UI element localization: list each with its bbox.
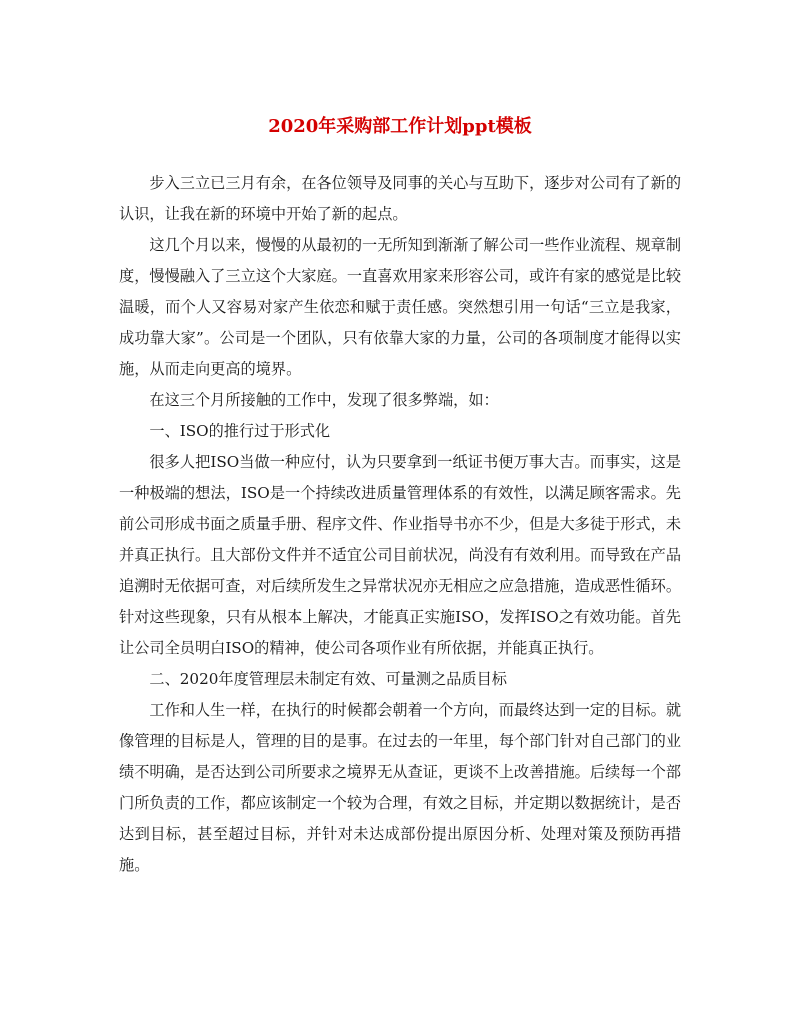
section-heading-quality-goals: 二、2020年度管理层未制定有效、可量测之品质目标 [149, 670, 507, 688]
paragraph-quality-goals: 工作和人生一样，在执行的时候都会朝着一个方向，而最终达到一定的目标。就像管理的目标是人，管理的目的是事。在过去的一年里，每个部门针对自己部门的业绩不明确，是否达到公司所要求之境界无从查证，更谈不上改善措施。后续每一个部门所负责的工作，都应该制定一个较为合理，有效之目标，并定期以数据统计，是否达到目标，甚至超过目标，并针对未达成部份提出原因分析、处理对策及预防再措施。 [119, 701, 681, 874]
section-heading-iso: 一、ISO的推行过于形式化 [149, 422, 331, 440]
document-body [119, 168, 681, 881]
document-title: 2020年采购部工作计划ppt模板 [268, 116, 532, 137]
paragraph-iso: 很多人把ISO当做一种应付，认为只要拿到一纸证书便万事大吉。而事实，这是一种极端的想法，ISO是一个持续改进质量管理体系的有效性，以满足顾客需求。先前公司形成书面之质量手册、程序文件、作业指导书亦不少，但是大多徒于形式，未并真正执行。且大部份文件并不适宜公司目前状况，尚没有有效利用。而导致在产品追溯时无依据可查，对后续所发生之异常状况亦无相应之应急措施，造成恶性循环。针对这些现象，只有从根本上解决，才能真正实施ISO，发挥ISO之有效功能。首先让公司全员明白ISO的精神，使公司各项作业有所依据，并能真正执行。 [119, 453, 681, 657]
paragraph-issues-lead: 在这三个月所接触的工作中，发现了很多弊端，如： [149, 391, 499, 409]
paragraph-intro: 步入三立已三月有余，在各位领导及同事的关心与互助下，逐步对公司有了新的认识，让我在新的环境中开始了新的起点。 [119, 174, 681, 223]
paragraph-months: 这几个月以来，慢慢的从最初的一无所知到渐渐了解公司一些作业流程、规章制度，慢慢融入了三立这个大家庭。一直喜欢用家来形容公司，或许有家的感觉是比较温暖，而个人又容易对家产生依恋和赋于责任感。突然想引用一句话“三立是我家，成功靠大家”。公司是一个团队，只有依靠大家的力量，公司的各项制度才能得以实施，从而走向更高的境界。 [119, 236, 681, 378]
